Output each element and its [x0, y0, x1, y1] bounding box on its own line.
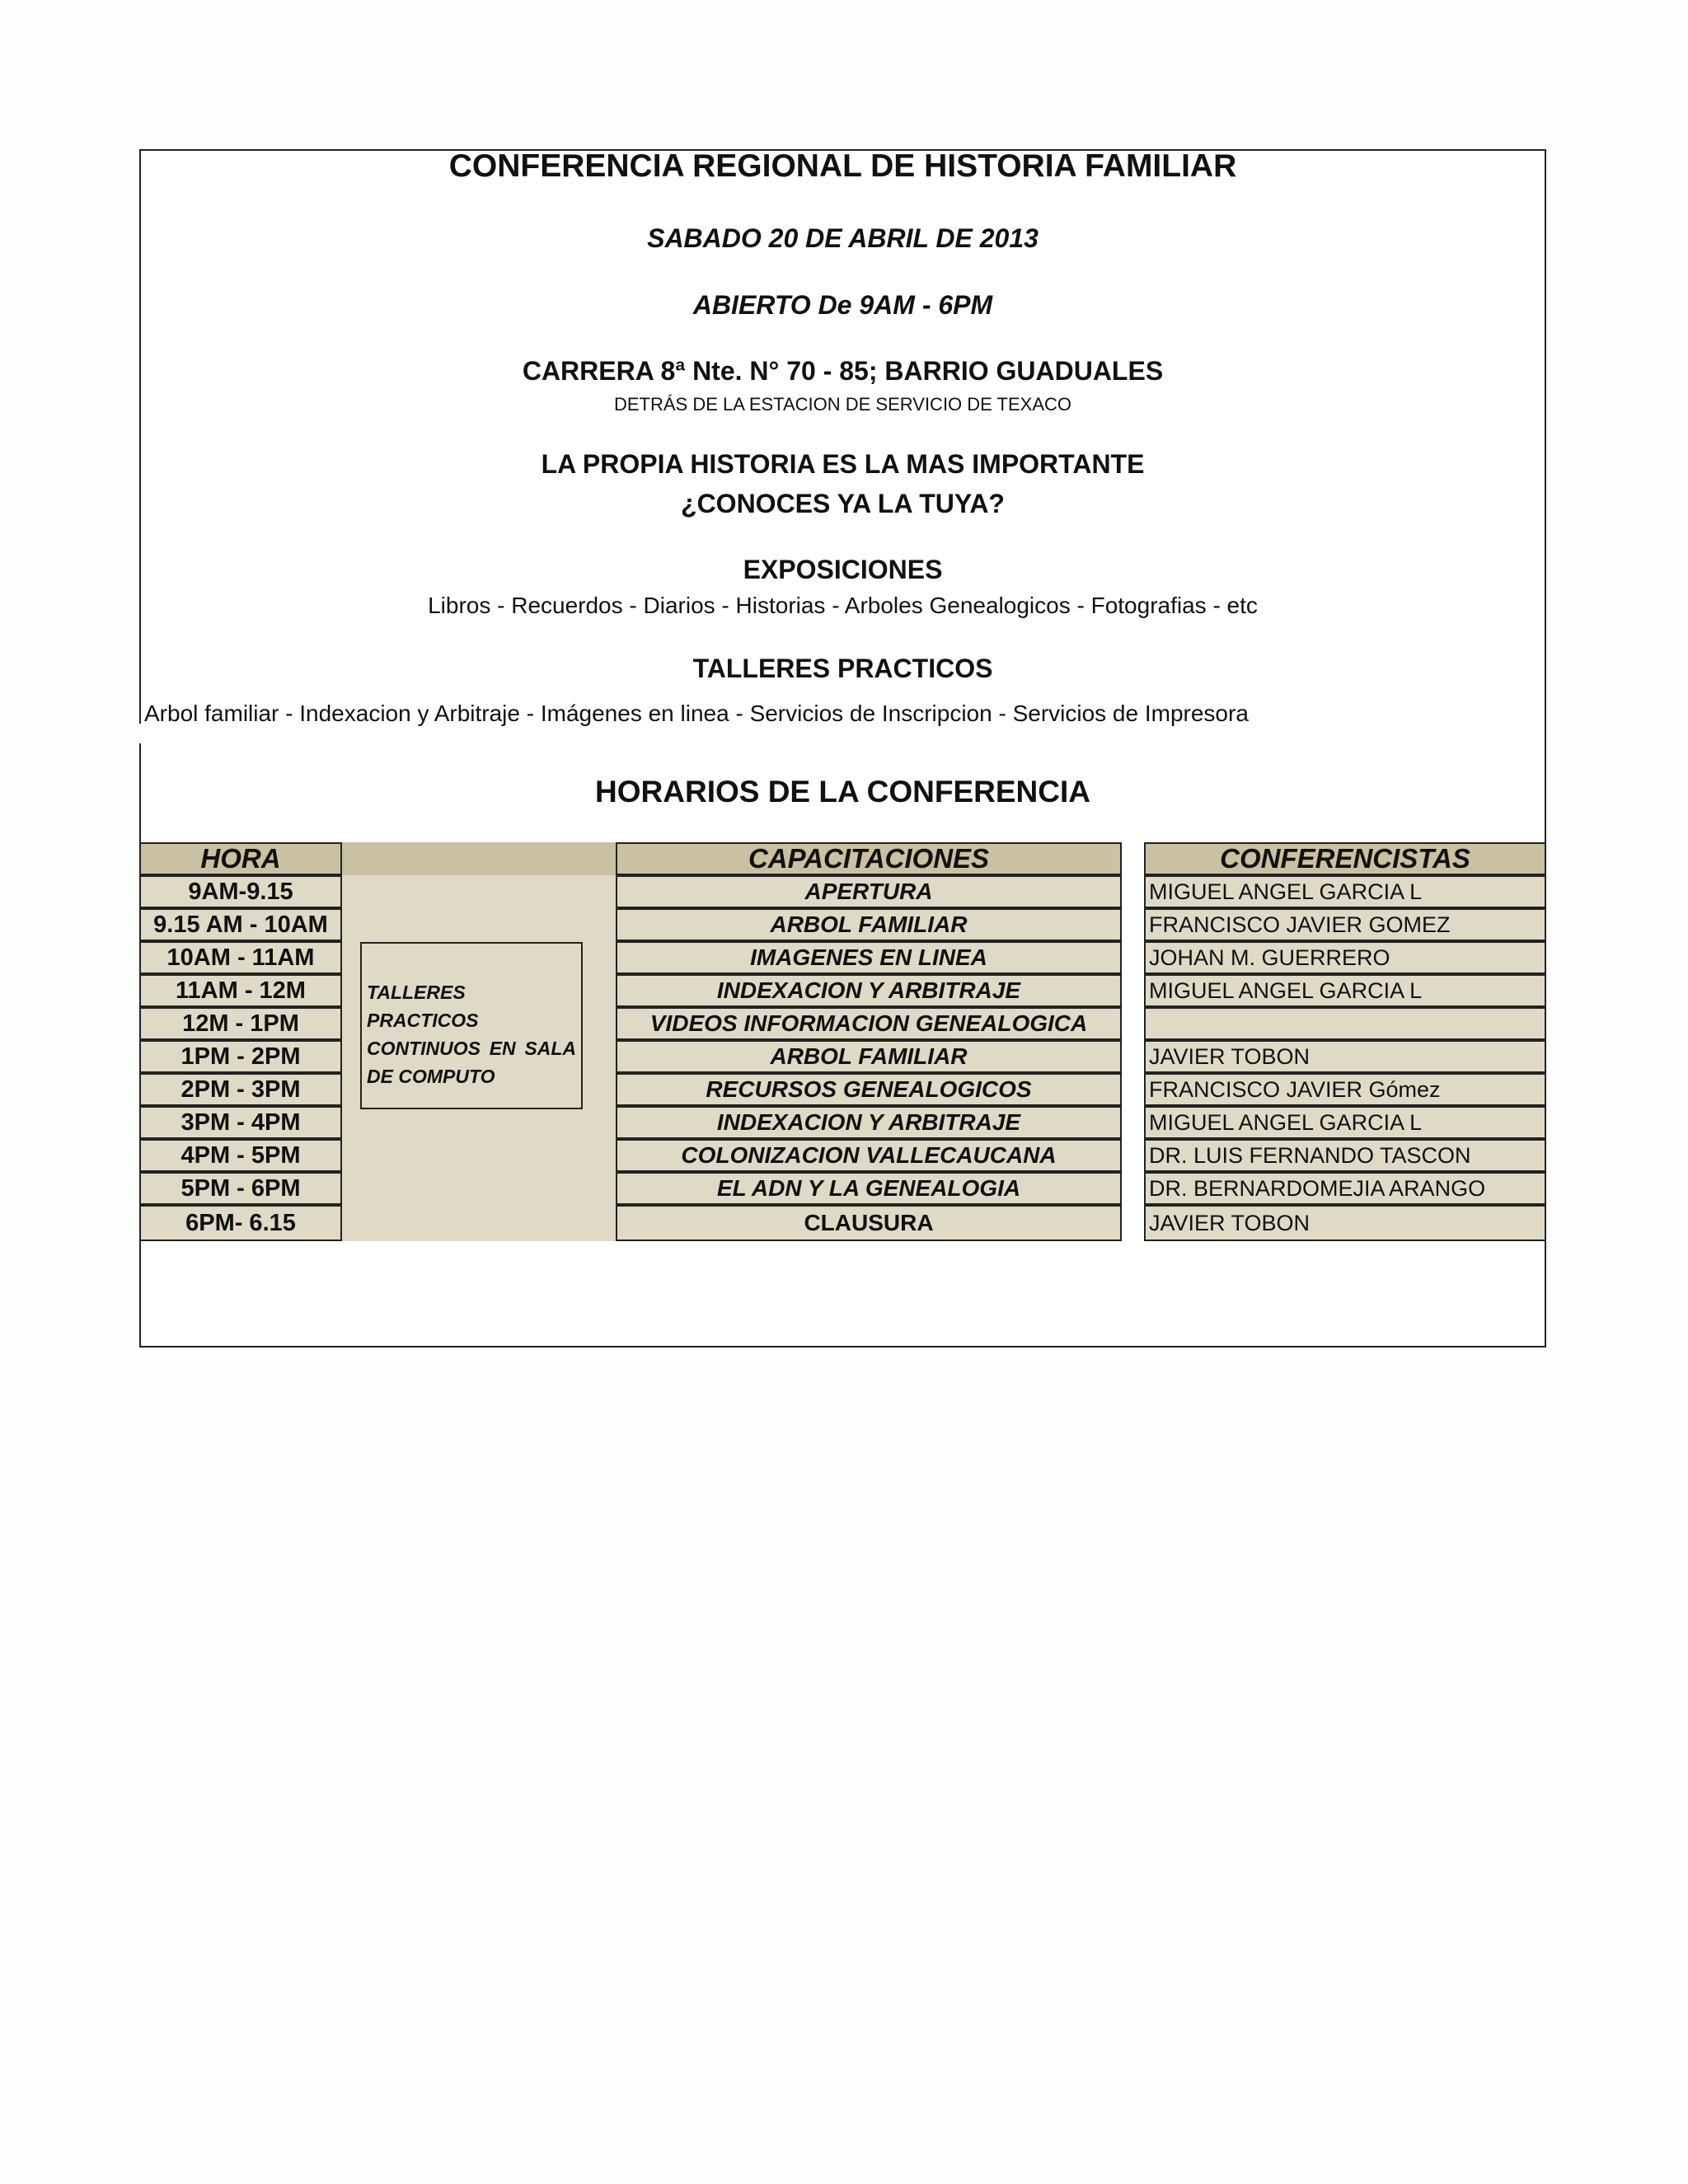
- workshop-note-box: TALLERES PRACTICOS CONTINUOS EN SALA DE COMPUTO: [360, 942, 583, 1109]
- capacitacion-cell: INDEXACION Y ARBITRAJE: [616, 1106, 1122, 1139]
- capacitacion-cell: IMAGENES EN LINEA: [616, 941, 1122, 974]
- conferencista-cell: MIGUEL ANGEL GARCIA L: [1144, 974, 1546, 1007]
- exposiciones-items: Libros - Recuerdos - Diarios - Historias - Arboles Genealogicos - Fotografias - etc: [428, 593, 1258, 618]
- exposiciones-heading: EXPOSICIONES: [743, 555, 943, 584]
- conferencista-cell: DR. LUIS FERNANDO TASCON: [1144, 1139, 1546, 1172]
- hora-cell: 9.15 AM - 10AM: [139, 908, 342, 941]
- event-date: SABADO 20 DE ABRIL DE 2013: [647, 223, 1039, 253]
- address-note: DETRÁS DE LA ESTACION DE SERVICIO DE TEXACO: [613, 394, 1072, 415]
- capacitacion-cell: COLONIZACION VALLECAUCANA: [616, 1139, 1122, 1172]
- conferencista-cell: DR. BERNARDOMEJIA ARANGO: [1144, 1172, 1546, 1205]
- hora-cell: 1PM - 2PM: [139, 1040, 342, 1073]
- conferencista-cell: MIGUEL ANGEL GARCIA L: [1144, 1106, 1546, 1139]
- hora-cell: 9AM-9.15: [139, 875, 342, 908]
- opening-hours: ABIERTO De 9AM - 6PM: [692, 290, 993, 320]
- conferencista-cell: JAVIER TOBON: [1144, 1205, 1546, 1241]
- hora-cell: 3PM - 4PM: [139, 1106, 342, 1139]
- capacitacion-cell: APERTURA: [616, 875, 1122, 908]
- capacitacion-cell: CLAUSURA: [616, 1205, 1122, 1241]
- conferencista-cell: [1144, 1007, 1546, 1040]
- conferencista-cell: JOHAN M. GUERRERO: [1144, 941, 1546, 974]
- capacitacion-cell: ARBOL FAMILIAR: [616, 908, 1122, 941]
- conferencista-cell: JAVIER TOBON: [1144, 1040, 1546, 1073]
- hora-cell: 5PM - 6PM: [139, 1172, 342, 1205]
- header-band-middle: [342, 842, 616, 875]
- address: CARRERA 8ª Nte. N° 70 - 85; BARRIO GUADUALES: [522, 356, 1164, 386]
- capacitacion-cell: EL ADN Y LA GENEALOGIA: [616, 1172, 1122, 1205]
- slogan-line-2: ¿CONOCES YA LA TUYA?: [681, 489, 1005, 518]
- capacitacion-cell: VIDEOS INFORMACION GENEALOGICA: [616, 1007, 1122, 1040]
- schedule-heading: HORARIOS DE LA CONFERENCIA: [595, 775, 1090, 808]
- conferencista-cell: MIGUEL ANGEL GARCIA L: [1144, 875, 1546, 908]
- hora-cell: 6PM- 6.15: [139, 1205, 342, 1241]
- hora-cell: 4PM - 5PM: [139, 1139, 342, 1172]
- capacitacion-cell: ARBOL FAMILIAR: [616, 1040, 1122, 1073]
- conferencista-cell: FRANCISCO JAVIER GOMEZ: [1144, 908, 1546, 941]
- talleres-items: Arbol familiar - Indexacion y Arbitraje - Imágenes en linea - Servicios de Inscripcion - Servicios de Impresora: [144, 701, 1249, 726]
- hora-cell: 11AM - 12M: [139, 974, 342, 1007]
- conferencista-cell: FRANCISCO JAVIER Gómez: [1144, 1073, 1546, 1106]
- column-header-capacitaciones: CAPACITACIONES: [616, 842, 1122, 875]
- talleres-heading: TALLERES PRACTICOS: [692, 654, 993, 683]
- capacitacion-cell: INDEXACION Y ARBITRAJE: [616, 974, 1122, 1007]
- hora-cell: 12M - 1PM: [139, 1007, 342, 1040]
- capacitacion-cell: RECURSOS GENEALOGICOS: [616, 1073, 1122, 1106]
- frame-gap: [137, 724, 143, 743]
- hora-cell: 10AM - 11AM: [139, 941, 342, 974]
- column-header-hora: HORA: [139, 842, 342, 875]
- hora-cell: 2PM - 3PM: [139, 1073, 342, 1106]
- document-title: CONFERENCIA REGIONAL DE HISTORIA FAMILIAR: [448, 148, 1237, 184]
- column-header-conferencistas: CONFERENCISTAS: [1144, 842, 1546, 875]
- slogan-line-1: LA PROPIA HISTORIA ES LA MAS IMPORTANTE: [541, 449, 1145, 479]
